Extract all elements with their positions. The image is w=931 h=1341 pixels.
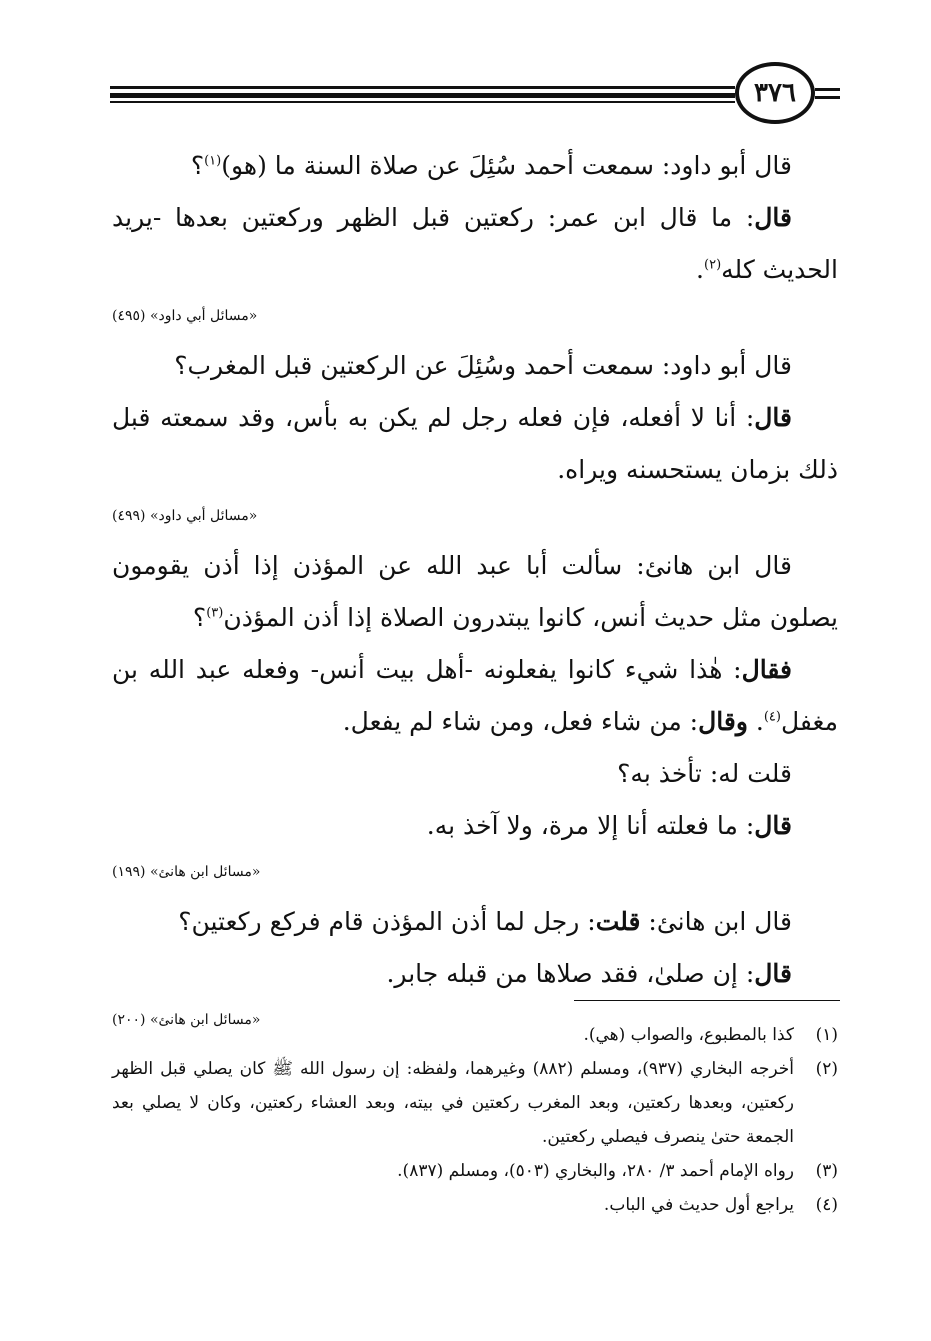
header-rule <box>815 88 840 91</box>
paragraph: قلت له: تأخذ به؟ <box>617 759 792 788</box>
header-rule <box>110 101 735 103</box>
footnote-number: (٤) <box>815 1195 838 1215</box>
footnote <box>112 1018 838 1052</box>
paragraph: فقال: هٰذا شيء كانوا يفعلونه -أهل بيت أنس- وفعله عبد الله بن مغفل$^{(٤)}$. وقال: من شاء فعل، ومن شاء لم يفعل. <box>112 655 838 736</box>
header-rule <box>815 96 840 99</box>
footnote-text: يراجع أول حديث في الباب. <box>603 1195 794 1215</box>
paragraph: قال: ما فعلته أنا إلا مرة، ولا آخذ به. <box>426 811 792 840</box>
source-reference: «مسائل ابن هانئ» (١٩٩) <box>112 864 261 880</box>
paragraph: قال ابن هانئ: سألت أبا عبد الله عن المؤذن إذا أذن يقومون يصلون مثل حديث أنس، كانوا يبتدرون الصلاة إذا أذن المؤذن$^{(٣)}$؟ <box>112 551 838 632</box>
footnote-text: أخرجه البخاري (٩٣٧)، ومسلم (٨٨٢) وغيرهما، ولفظه: إن رسول الله ﷺ كان يصلي قبل الظهر ركعتين، وبعدها ركعتين، وبعد المغرب ركعتين في بيته، وبعد العشاء ركعتين، وكان لا يصلي بعد الجمعة حتىٰ ينصرف فيصلي ركعتين. <box>112 1059 794 1147</box>
source-reference: «مسائل أبي داود» (٤٩٥) <box>112 308 258 324</box>
paragraph: قال: إن صلىٰ، فقد صلاها من قبله جابر. <box>386 959 792 988</box>
paragraph: قال أبو داود: سمعت أحمد سُئِلَ عن صلاة السنة ما (هو)$^{(١)}$؟ <box>190 151 792 180</box>
page-number: ٣٧٦ <box>735 62 815 124</box>
footnote <box>112 1154 838 1188</box>
footnote-number: (٣) <box>815 1161 838 1181</box>
header-rule <box>110 93 735 98</box>
footnote <box>112 1188 838 1222</box>
main-text <box>112 140 838 1044</box>
footnote-separator <box>574 1000 840 1001</box>
header-rule <box>110 86 735 89</box>
page-header <box>110 62 840 132</box>
footnote-text: رواه الإمام أحمد ٣/ ٢٨٠، والبخاري (٥٠٣)، ومسلم (٨٣٧). <box>397 1161 794 1181</box>
footnote <box>112 1052 838 1154</box>
footnote-text: كذا بالمطبوع، والصواب (هي). <box>583 1025 794 1045</box>
source-reference: «مسائل أبي داود» (٤٩٩) <box>112 508 258 524</box>
source-reference: «مسائل ابن هانئ» (٢٠٠) <box>112 1012 261 1028</box>
footnote-number: (٢) <box>815 1059 838 1079</box>
paragraph: قال أبو داود: سمعت أحمد وسُئِلَ عن الركعتين قبل المغرب؟ <box>174 351 792 380</box>
footnote-number: (١) <box>815 1025 838 1045</box>
paragraph: قال ابن هانئ: قلت: رجل لما أذن المؤذن قام فركع ركعتين؟ <box>178 907 792 936</box>
footnotes <box>112 1018 838 1222</box>
paragraph: قال: أنا لا أفعله، فإن فعله رجل لم يكن به بأس، وقد سمعته قبل ذلك بزمان يستحسنه ويراه. <box>112 403 838 484</box>
paragraph: قال: ما قال ابن عمر: ركعتين قبل الظهر وركعتين بعدها -يريد الحديث كله$^{(٢)}$. <box>112 203 838 284</box>
